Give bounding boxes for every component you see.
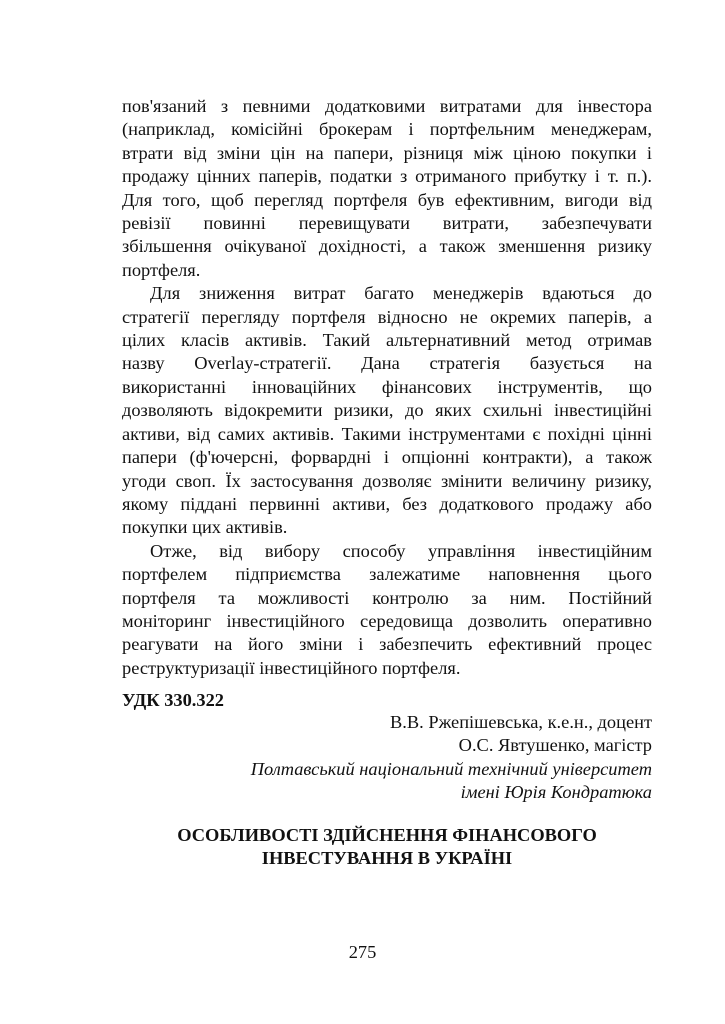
text-line: папери (ф'ючерсні, форвардні і опціонні контракти), а також (122, 447, 652, 468)
text-line: продажу цінних паперів, податки з отриманого прибутку і т. п.). (122, 166, 652, 187)
affiliation: імені Юрія Кондратюка (460, 782, 652, 803)
text-line: дозволяють відокремити ризики, до яких схильні інвестиційні (122, 400, 652, 421)
udk-code: УДК 330.322 (122, 690, 224, 710)
text-line: реагувати на його зміни і забезпечить ефективний процес (122, 634, 652, 655)
text-line: Для того, щоб перегляд портфеля був ефективним, вигоди від (122, 189, 652, 210)
text-line: пов'язаний з певними додатковими витратами для інвестора (122, 96, 652, 116)
text-line: портфеля та можливості контролю за ним. Постійний (122, 587, 652, 608)
text-line: збільшення очікуваної дохідності, а також зменшення ризику (122, 236, 652, 257)
text-line: Отже, від вибору способу управління інвестиційним (150, 540, 652, 561)
text-line: Для зниження витрат багато менеджерів вдаються до (150, 283, 652, 304)
text-line: використанні інноваційних фінансових інструментів, що (122, 376, 652, 397)
text-line: портфелем підприємства залежатиме наповнення цього (122, 564, 652, 585)
text-line: моніторинг інвестиційного середовища дозволить оперативно (122, 610, 652, 631)
text-line: ревізії повинні перевищувати витрати, забезпечувати (122, 213, 652, 234)
text-line: стратегії перегляду портфеля відносно не окремих паперів, а (122, 306, 652, 327)
article-title (122, 824, 652, 871)
text-line: якому піддані первинні активи, без додаткового продажу або (122, 493, 652, 514)
text-line: угоди своп. Їх застосування дозволяє змінити величину ризику, (122, 470, 652, 491)
text-line: втрати від зміни цін на папери, різниця між ціною покупки і (122, 142, 652, 163)
affiliation: Полтавський національний технічний університет (250, 758, 652, 779)
author-name: О.С. Явтушенко, магістр (458, 735, 652, 756)
text-line: цілих класів активів. Такий альтернативний метод отримав (122, 330, 652, 351)
paragraph-2 (122, 282, 652, 539)
paragraph-3 (122, 540, 652, 680)
body-text (122, 95, 652, 680)
author-block (251, 711, 652, 805)
author-name: В.В. Ржепішевська, к.е.н., доцент (390, 712, 652, 732)
text-line: (наприклад, комісійні брокерам і портфельним менеджерам, (122, 119, 652, 140)
text-line: реструктуризації інвестиційного портфеля. (122, 657, 461, 678)
text-line: покупки цих активів. (122, 517, 288, 538)
paragraph-1 (122, 95, 652, 282)
title-line: ІНВЕСТУВАННЯ В УКРАЇНІ (261, 848, 513, 869)
text-line: активи, від самих активів. Такими інструментами є похідні цінні (122, 423, 652, 444)
text-line: портфеля. (122, 259, 201, 280)
title-line: ОСОБЛИВОСТІ ЗДІЙСНЕННЯ ФІНАНСОВОГО (177, 825, 597, 845)
page-number: 275 (348, 942, 377, 962)
text-line: назву Overlay-стратегії. Дана стратегія базується на (122, 353, 652, 374)
